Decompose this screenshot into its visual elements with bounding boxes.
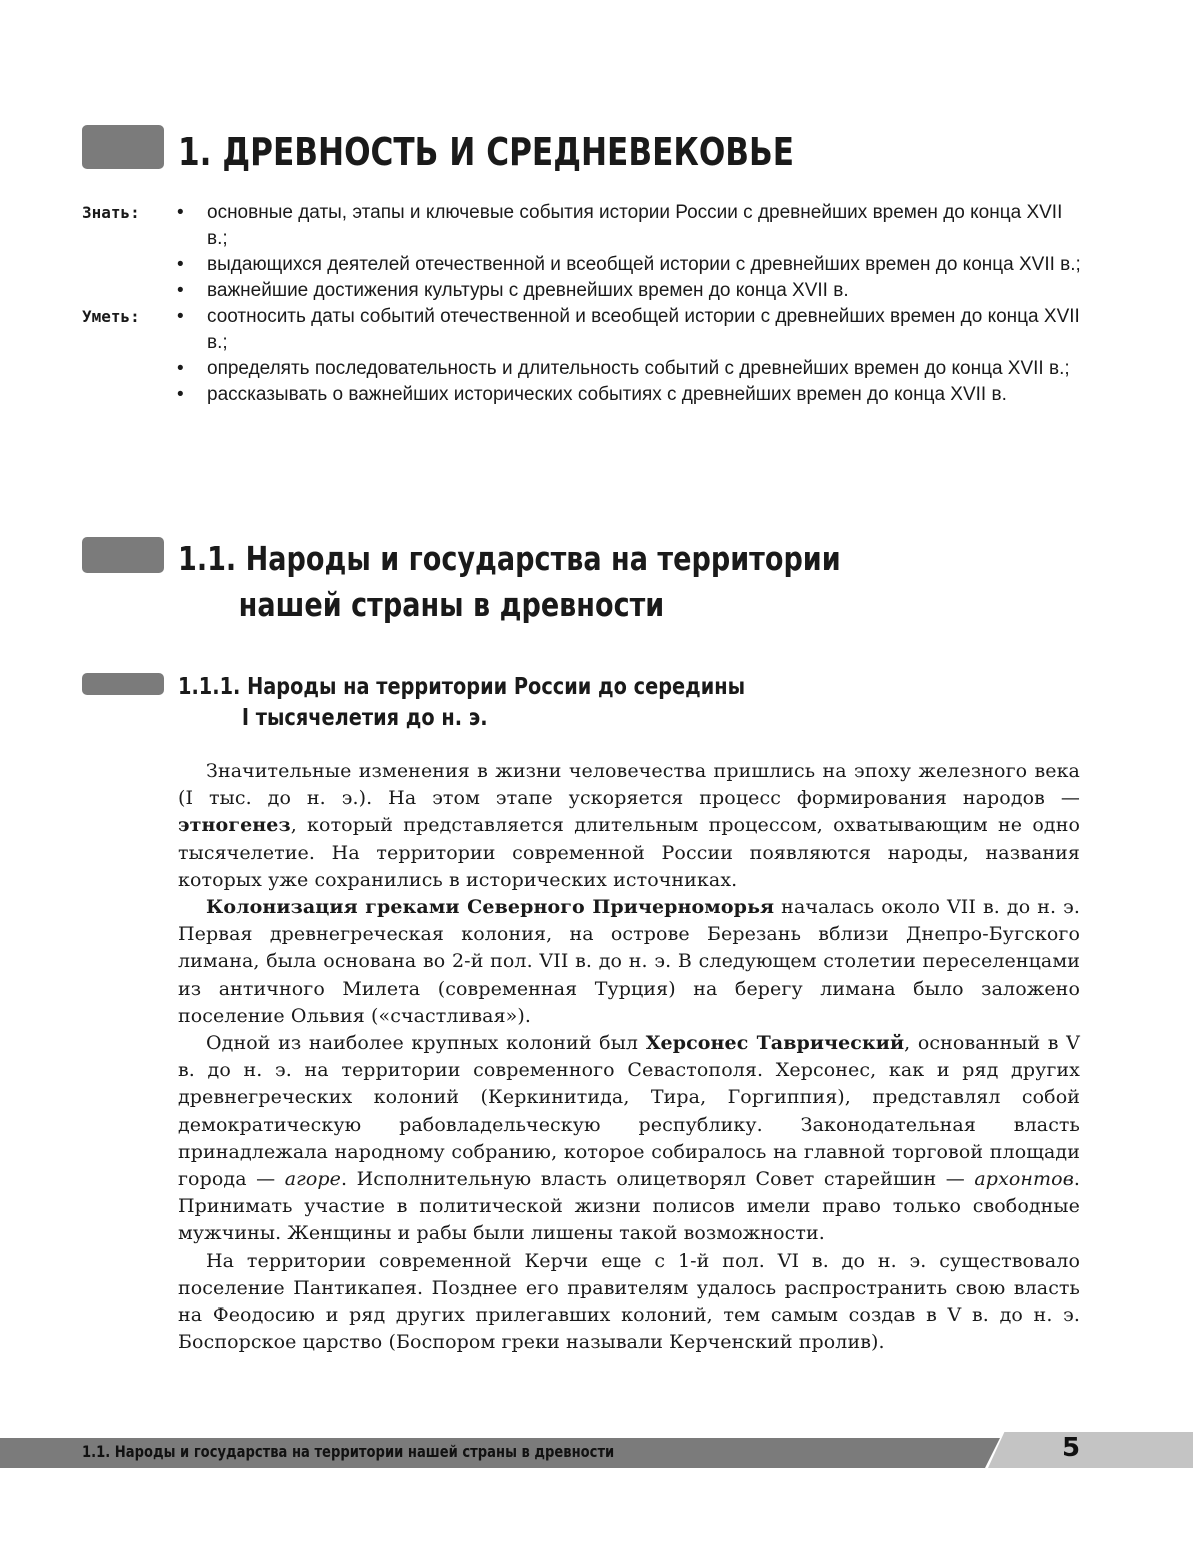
know-group: [82, 200, 1082, 304]
paragraph: [178, 894, 1080, 1030]
subsection-title: [178, 672, 745, 734]
paragraph: [178, 1030, 1080, 1248]
term-bold: Херсонес Таврический: [645, 1032, 905, 1055]
section-title: [178, 536, 841, 628]
subsection-marker: [82, 673, 164, 695]
can-item: • рассказывать о важнейших исторических событиях с древнейших времен до конца XVII в.: [207, 382, 1082, 408]
text-run: , основанный в V в. до н. э. на территории современного Севастополя. Херсонес, как и ряд других древнегреческих колоний (Керкинитида, Тира, Горгиппия), представлял собой демократическую рабовладельческую республику. Законодательная власть принадлежала народному собранию, которое собиралось на главной торговой площади города —: [178, 1032, 1080, 1191]
body-text: [178, 758, 1080, 1356]
term-italic: архонтов: [974, 1168, 1074, 1191]
paragraph: [178, 758, 1080, 894]
term-italic: агоре: [284, 1168, 341, 1191]
chapter-marker: [82, 125, 164, 169]
section-title-line2: нашей страны в древности: [238, 585, 665, 624]
know-item: • выдающихся деятелей отечественной и всеобщей истории с древнейших времен до конца XVII в.;: [207, 252, 1082, 278]
text-run: Значительные изменения в жизни человечества пришлись на эпоху железного века (I тыс. до н. э.). На этом этапе ускоряется процесс формирования народов —: [178, 760, 1080, 810]
running-title: 1.1. Народы и государства на территории нашей страны в древности: [82, 1442, 615, 1461]
know-label: Знать:: [82, 203, 140, 222]
paragraph: На территории современной Керчи еще с 1-й пол. VI в. до н. э. существовало поселение Пантикапея. Позднее его правителям удалось распространить свою власть на Феодосию и ряд других прилегавших колоний, тем самым создав в V в. до н. э. Боспорское царство (Боспором греки называли Керченский пролив).: [178, 1249, 1080, 1354]
learning-requirements: [82, 200, 1082, 408]
text-run: Одной из наиболее крупных колоний был: [206, 1032, 646, 1055]
can-group: [82, 304, 1082, 408]
section-marker: [82, 537, 164, 573]
term-bold: Колонизация греками Северного Причерноморья: [206, 896, 775, 919]
know-item: • важнейшие достижения культуры с древнейших времен до конца XVII в.: [207, 278, 1082, 304]
subsection-title-line2: I тысячелетия до н. э.: [241, 705, 488, 731]
know-item: • основные даты, этапы и ключевые события истории России с древнейших времен до конца XVII в.;: [207, 200, 1082, 252]
page-number: 5: [1062, 1433, 1081, 1463]
term-bold: этногенез: [178, 814, 291, 837]
text-run: , который представляется длительным процессом, охватывающим не одно тысячелетие. На территории современной России появляются народы, названия которых уже сохранились в исторических источниках.: [178, 814, 1080, 891]
can-item: • определять последовательность и длительность событий с древнейших времен до конца XVII в.;: [207, 356, 1082, 382]
page-number-box: [988, 1432, 1193, 1468]
text-run: . Принимать участие в политической жизни полисов имели право только свободные мужчины. Женщины и рабы были лишены такой возможности.: [178, 1168, 1080, 1245]
text-run: . Исполнительную власть олицетворял Совет старейшин —: [340, 1168, 975, 1191]
can-label: Уметь:: [82, 307, 140, 326]
text-run: началась около VII в. до н. э. Первая древнегреческая колония, на острове Березань вблизи Днепро-Бугского лимана, была основана во 2-й пол. VII в. до н. э. В следующем столетии переселенцами из античного Милета (современная Турция) на берегу лимана было заложено поселение Ольвия («счастливая»).: [178, 896, 1080, 1027]
subsection-title-line1: 1.1.1. Народы на территории России до середины: [178, 674, 746, 700]
can-item: • соотносить даты событий отечественной и всеобщей истории с древнейших времен до конца XVII в.;: [207, 304, 1082, 356]
section-title-line1: 1.1. Народы и государства на территории: [178, 539, 841, 578]
chapter-title: 1. ДРЕВНОСТЬ И СРЕДНЕВЕКОВЬЕ: [178, 130, 795, 174]
